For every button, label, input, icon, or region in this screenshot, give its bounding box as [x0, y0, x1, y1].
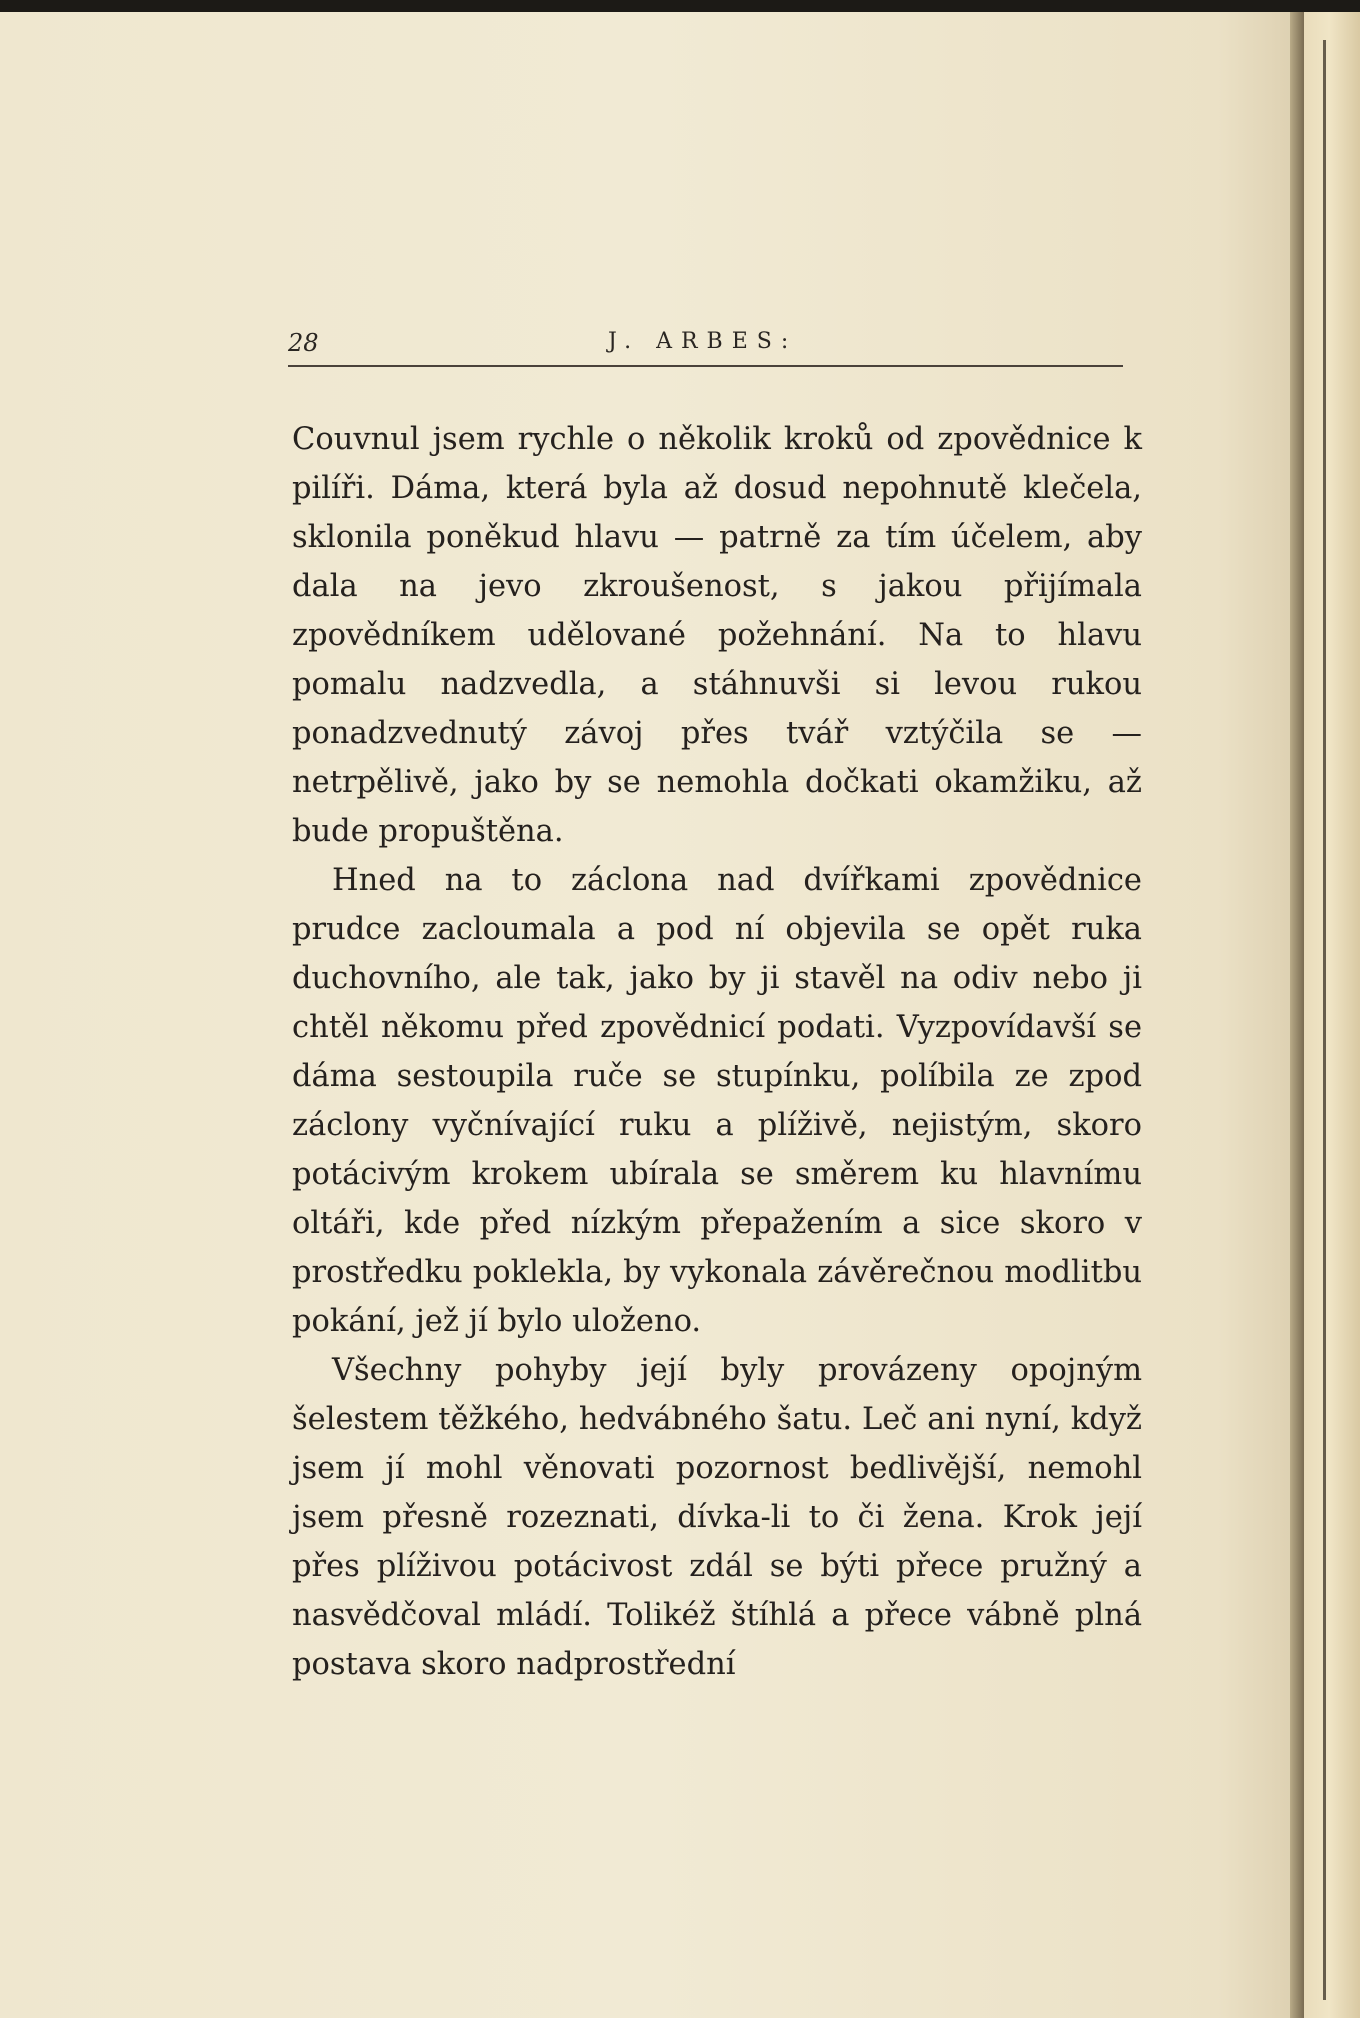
adjacent-page-edge [1304, 12, 1360, 2018]
paragraph-3: Všechny pohyby její byly provázeny opojným šelestem těžkého, hedvábného šatu. Leč ani nyní, když jsem jí mohl věnovati pozornost bedlivější, nemohl jsem přesně rozeznati, dívka-li to či žena. Krok její přes plíživou potácivost zdál se býti přece pružný a nasvědčoval mládí. Tolikéž štíhlá a přece vábně plná postava skoro nadprostřední [292, 1353, 1142, 1682]
paragraph-2: Hned na to záclona nad dvířkami zpovědnice prudce zacloumala a pod ní objevila se opět ruka duchovního, ale tak, jako by ji stavěl na odiv nebo ji chtěl někomu před zpovědnicí podati. Vyzpovídavší se dáma sestoupila ruče se stupínku, políbila ze zpod záclony vyčnívající ruku a plíživě, nejistým, skoro potácivým krokem ubírala se směrem ku hlavnímu oltáři, kde před nízkým přepažením a sice skoro v prostředku poklekla, by vykonala závěrečnou modlitbu pokání, jež jí bylo uloženo. [292, 863, 1142, 1339]
paragraph-1: Couvnul jsem rychle o několik kroků od zpovědnice k pilíři. Dáma, která byla až dosud nepohnutě klečela, sklonila poněkud hlavu — patrně za tím účelem, aby dala na jevo zkroušenost, s jakou přijímala zpovědníkem udělované požehnání. Na to hlavu pomalu nadzvedla, a stáhnuvši si levou rukou ponadzvednutý závoj přes tvář vztýčila se — netrpělivě, jako by se nemohla dočkati okamžiku, až bude propuštěna. [292, 422, 1142, 849]
page-edge-line [1323, 40, 1326, 2000]
page-edge-shadow [1290, 12, 1304, 2018]
header-rule [288, 365, 1123, 367]
page-number: 28 [288, 329, 319, 357]
scan-top-border [0, 0, 1360, 12]
body-text [292, 415, 1142, 1689]
running-title: J. ARBES: [608, 329, 798, 354]
running-head [288, 325, 1123, 365]
